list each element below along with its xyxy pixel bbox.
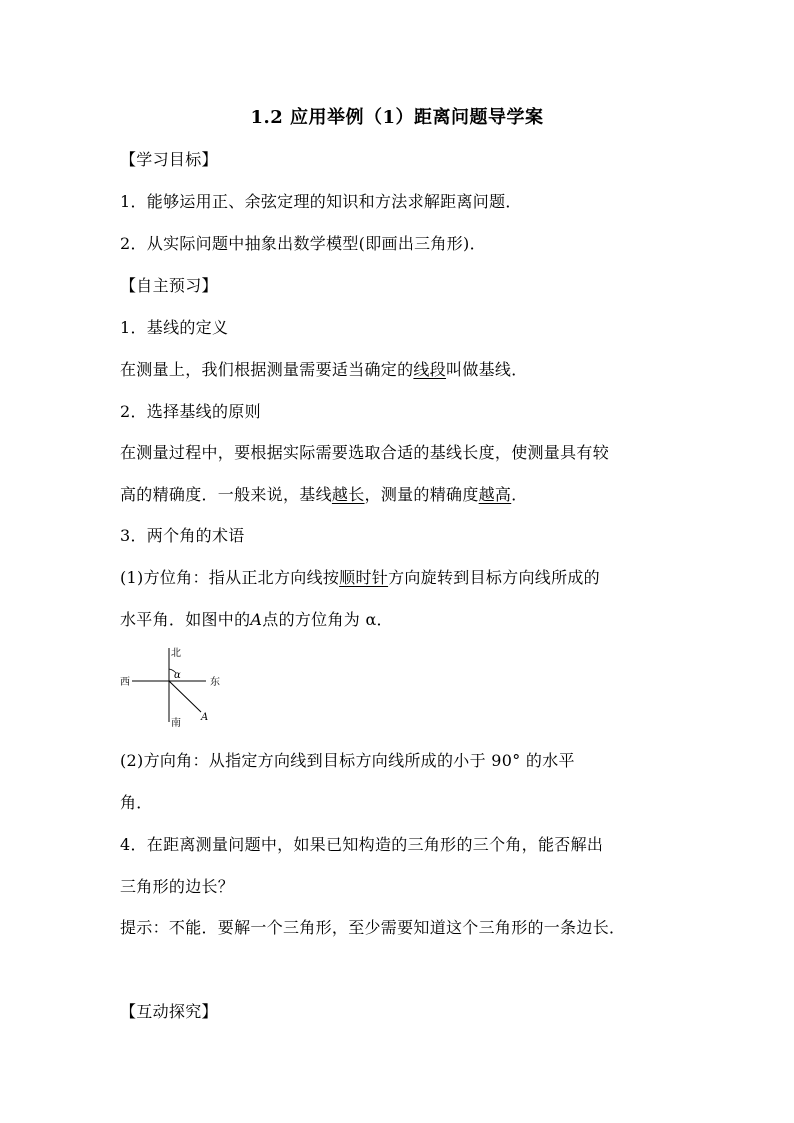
preview-q2-answer1: 越长 [331, 485, 365, 504]
preview-q3-azimuth-line1 [120, 568, 600, 588]
azimuth-point: A [250, 610, 263, 629]
azimuth-diagram [118, 644, 228, 728]
azimuth-text-a: (1)方位角：指从正北方向线按 [120, 568, 340, 587]
preview-q3-direction-line2: 角． [120, 793, 153, 812]
preview-q3-label: 3．两个角的术语 [120, 526, 245, 545]
preview-q3-azimuth-line2 [120, 610, 393, 630]
preview-q4-line1: 4．在距离测量问题中，如果已知构造的三角形的三个角，能否解出 [120, 835, 604, 854]
preview-q2-line2-c: ． [511, 485, 528, 504]
preview-q1-text [120, 360, 528, 380]
goal-item-1: 1．能够运用正、余弦定理的知识和方法求解距离问题． [120, 192, 522, 211]
preview-q1-text-before: 在测量上，我们根据测量需要适当确定的 [120, 360, 414, 379]
preview-q1-text-after: 叫做基线． [446, 360, 528, 379]
preview-q2-line1: 在测量过程中，要根据实际需要选取合适的基线长度，使测量具有较 [120, 443, 610, 462]
preview-q2-answer2: 越高 [478, 485, 512, 504]
label-east: 东 [210, 677, 220, 688]
azimuth-answer: 顺时针 [339, 568, 389, 587]
section-heading-goals: 【学习目标】 [120, 150, 218, 169]
preview-q2-line2-b: ，测量的精确度 [364, 485, 479, 504]
label-north: 北 [171, 648, 181, 659]
label-south: 南 [171, 718, 181, 728]
direction-line-to-a [169, 681, 201, 712]
goal-item-2: 2．从实际问题中抽象出数学模型(即画出三角形)． [120, 234, 486, 253]
preview-q2-line2-a: 高的精确度．一般来说，基线 [120, 485, 332, 504]
azimuth-text-b: 方向旋转到目标方向线所成的 [388, 568, 600, 587]
preview-q1-label: 1．基线的定义 [120, 318, 229, 337]
page-title: 1.2 应用举例（1）距离问题导学案 [250, 107, 544, 128]
preview-q2-label: 2．选择基线的原则 [120, 402, 261, 421]
section-heading-preview: 【自主预习】 [120, 276, 218, 295]
label-point-a: A [201, 712, 209, 723]
preview-q2-line2 [120, 485, 528, 505]
preview-q4-hint: 提示：不能．要解一个三角形，至少需要知道这个三角形的一条边长． [120, 918, 626, 937]
preview-q4-line2: 三角形的边长？ [120, 877, 235, 896]
preview-q1-answer: 线段 [413, 360, 447, 379]
azimuth-line2-b: 点的方位角为 α． [262, 610, 393, 629]
preview-q3-direction-line1: (2)方向角：从指定方向线到目标方向线所成的小于 90° 的水平 [120, 751, 575, 770]
label-west: 西 [120, 677, 130, 688]
label-alpha: α [174, 670, 181, 681]
azimuth-line2-a: 水平角．如图中的 [120, 610, 251, 629]
section-heading-explore: 【互动探究】 [120, 1002, 218, 1021]
